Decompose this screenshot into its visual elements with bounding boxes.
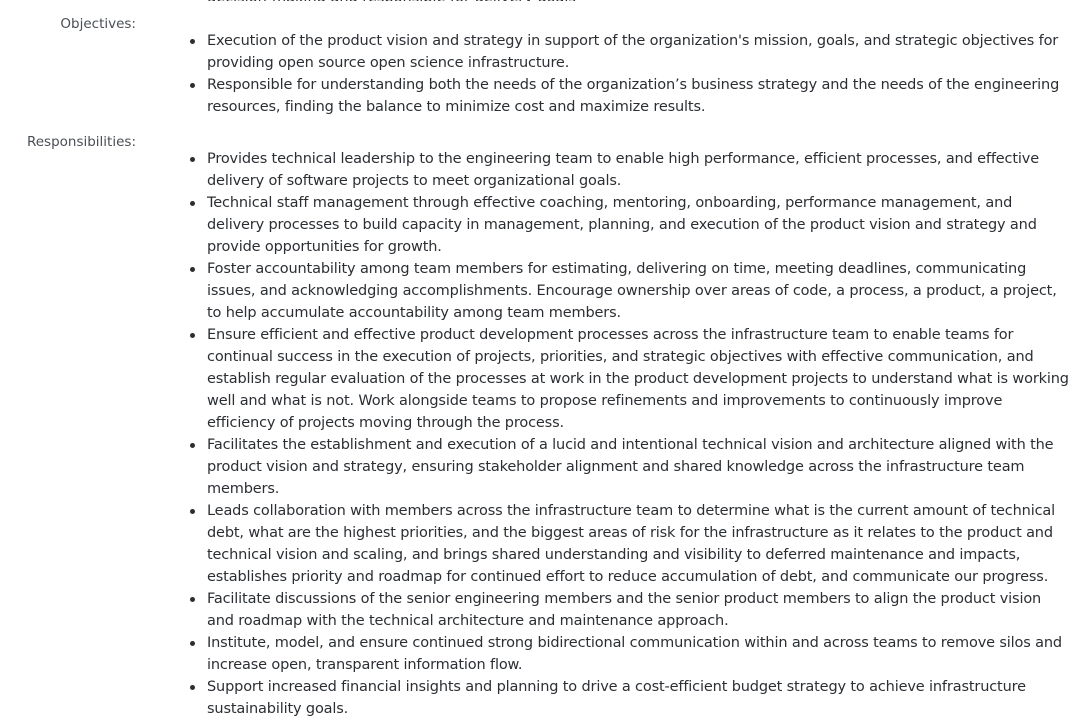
list-item [207, 500, 1071, 588]
bullet-icon [190, 83, 195, 88]
bullet-icon [190, 443, 195, 448]
responsibility-text: Facilitates the establishment and execution of a lucid and intentional technical vision and architecture aligned with the product vision and strategy, ensuring stakeholder alignment and shared knowledge across the infrastructure team members. [207, 437, 1054, 497]
list-item [207, 148, 1071, 192]
objectives-label: Objectives: [60, 16, 136, 32]
bullet-icon [190, 685, 195, 690]
bullet-icon [190, 39, 195, 44]
responsibility-text: Ensure efficient and effective product development processes across the infrastructure team to enable teams for continual success in the execution of projects, priorities, and strategic objectives with effective communication, and establish regular evaluation of the processes at work in the product development projects to understand what is working well and what is not. Work alongside teams to propose refinements and improvements to continuously improve efficiency of projects moving through the process. [207, 327, 1069, 431]
list-item [207, 30, 1071, 74]
bullet-icon [190, 267, 195, 272]
objective-text: Responsible for understanding both the needs of the organization’s business strategy and the needs of the engineering resources, finding the balance to minimize cost and maximize results. [207, 77, 1060, 115]
responsibility-text: Provides technical leadership to the engineering team to enable high performance, efficient processes, and effective delivery of software projects to meet organizational goals. [207, 151, 1039, 189]
list-item [207, 632, 1071, 676]
bullet-icon [190, 333, 195, 338]
list-item [207, 588, 1071, 632]
list-item [207, 258, 1071, 324]
list-item [207, 676, 1071, 720]
responsibility-text: Foster accountability among team members for estimating, delivering on time, meeting deadlines, communicating issues, and acknowledging accomplishments. Encourage ownership over areas of code, a process, a product, a project, to help accumulate accountability among team members. [207, 261, 1057, 321]
bullet-icon [190, 157, 195, 162]
responsibility-text: Institute, model, and ensure continued strong bidirectional communication within and across teams to remove silos and increase open, transparent information flow. [207, 635, 1062, 673]
bullet-icon [190, 597, 195, 602]
responsibility-text: Facilitate discussions of the senior engineering members and the senior product members to align the product vision and roadmap with the technical architecture and maintenance approach. [207, 591, 1042, 629]
responsibility-text: Leads collaboration with members across the infrastructure team to determine what is the current amount of technical debt, what are the highest priorities, and the biggest areas of risk for the infrastructure as it relates to the product and technical vision and scaling, and brings shared understanding and visibility to deferred maintenance and impacts, establishes priority and roadmap for continued effort to reduce accumulation of debt, and communicate our progress. [207, 503, 1056, 585]
list-item [207, 324, 1071, 434]
responsibility-text: Support increased financial insights and planning to drive a cost-efficient budget strategy to achieve infrastructure sustainability goals. [207, 679, 1026, 717]
objectives-list [207, 30, 1071, 118]
responsibilities-list [207, 148, 1071, 720]
list-item [207, 74, 1071, 118]
bullet-icon [190, 641, 195, 646]
bullet-icon [190, 201, 195, 206]
list-item [207, 192, 1071, 258]
list-item [207, 434, 1071, 500]
objective-text: Execution of the product vision and strategy in support of the organization's mission, goals, and strategic objectives for providing open source open science infrastructure. [207, 33, 1059, 71]
responsibilities-label: Responsibilities: [26, 134, 136, 150]
cutoff-text-line [207, 0, 627, 1]
bullet-icon [190, 509, 195, 514]
responsibility-text: Technical staff management through effective coaching, mentoring, onboarding, performance management, and delivery processes to build capacity in management, planning, and execution of the product vision and strategy and provide opportunities for growth. [207, 195, 1037, 255]
